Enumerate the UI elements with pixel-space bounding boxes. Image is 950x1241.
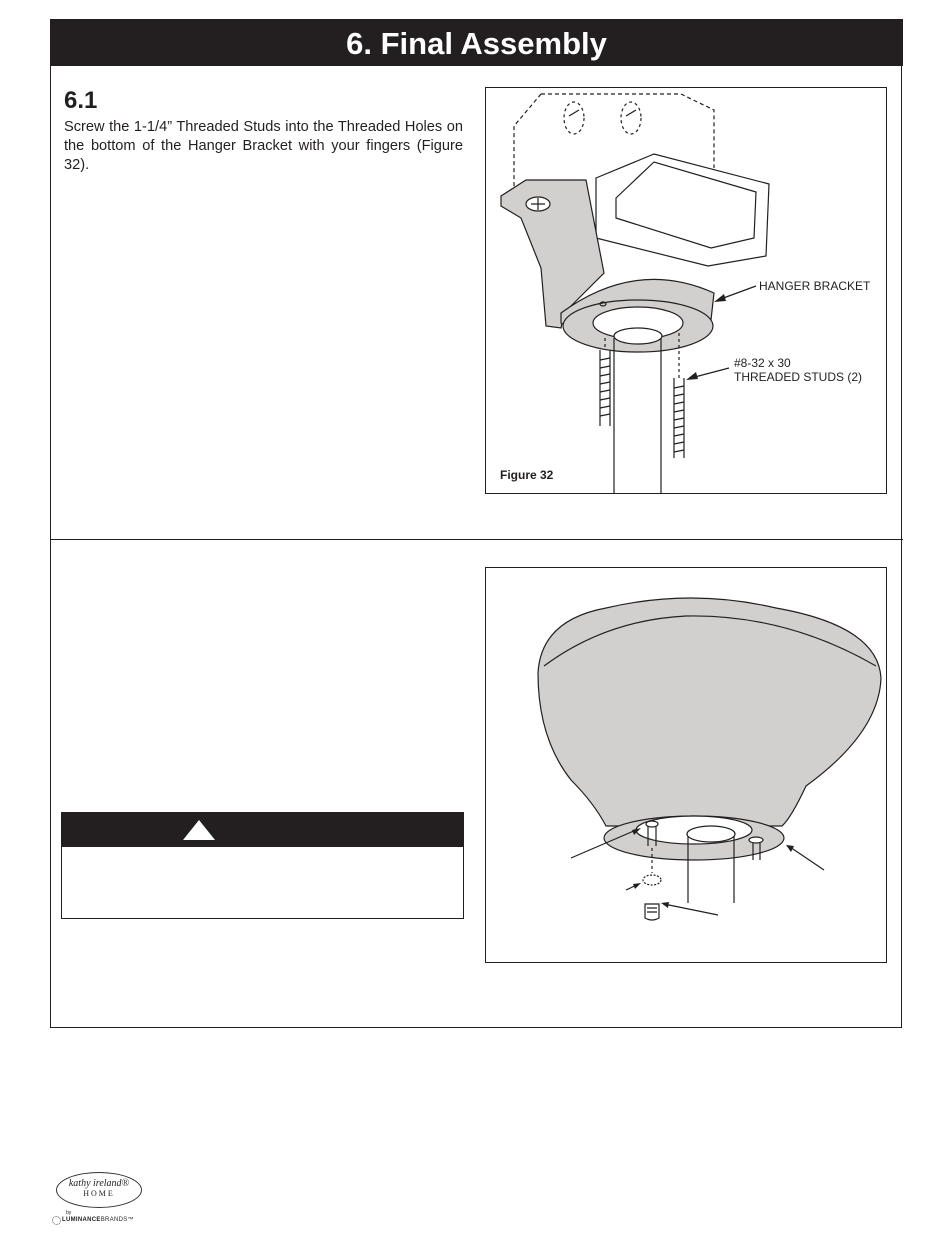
- figure-32-caption: Figure 32: [500, 468, 554, 482]
- logo-brand-bold: LUMINANCE: [62, 1217, 101, 1223]
- warning-triangle-icon: [183, 820, 215, 840]
- figure-32: [485, 87, 887, 494]
- logo-brand-rest: BRANDS™: [100, 1217, 134, 1223]
- canopy-illustration: [486, 568, 888, 964]
- step-number: 6.1: [64, 87, 98, 114]
- logo-name: kathy ireland®: [68, 1178, 130, 1189]
- studs-label-name: THREADED STUDS (2): [734, 370, 863, 384]
- section-header: [50, 19, 903, 66]
- hanger-bracket-label: HANGER BRACKET: [759, 279, 871, 293]
- logo-home: HOME: [83, 1189, 115, 1198]
- step-instructions: Screw the 1-1/4” Threaded Studs into the Threaded Holes on the bottom of the Hanger Bracket with your fingers (Figure 32).: [64, 119, 463, 173]
- logo-by: by: [66, 1210, 72, 1216]
- sun-icon: [52, 1216, 61, 1225]
- logo-oval: [56, 1172, 142, 1208]
- logo-brand: [62, 1217, 134, 1223]
- warning-header: [62, 813, 463, 847]
- section-divider: [50, 539, 903, 540]
- studs-label-size: #8-32 x 30: [734, 356, 791, 370]
- figure-33: [485, 567, 887, 963]
- warning-box: [61, 812, 464, 919]
- brand-logo: [52, 1170, 148, 1226]
- section-title: 6. Final Assembly: [346, 26, 607, 61]
